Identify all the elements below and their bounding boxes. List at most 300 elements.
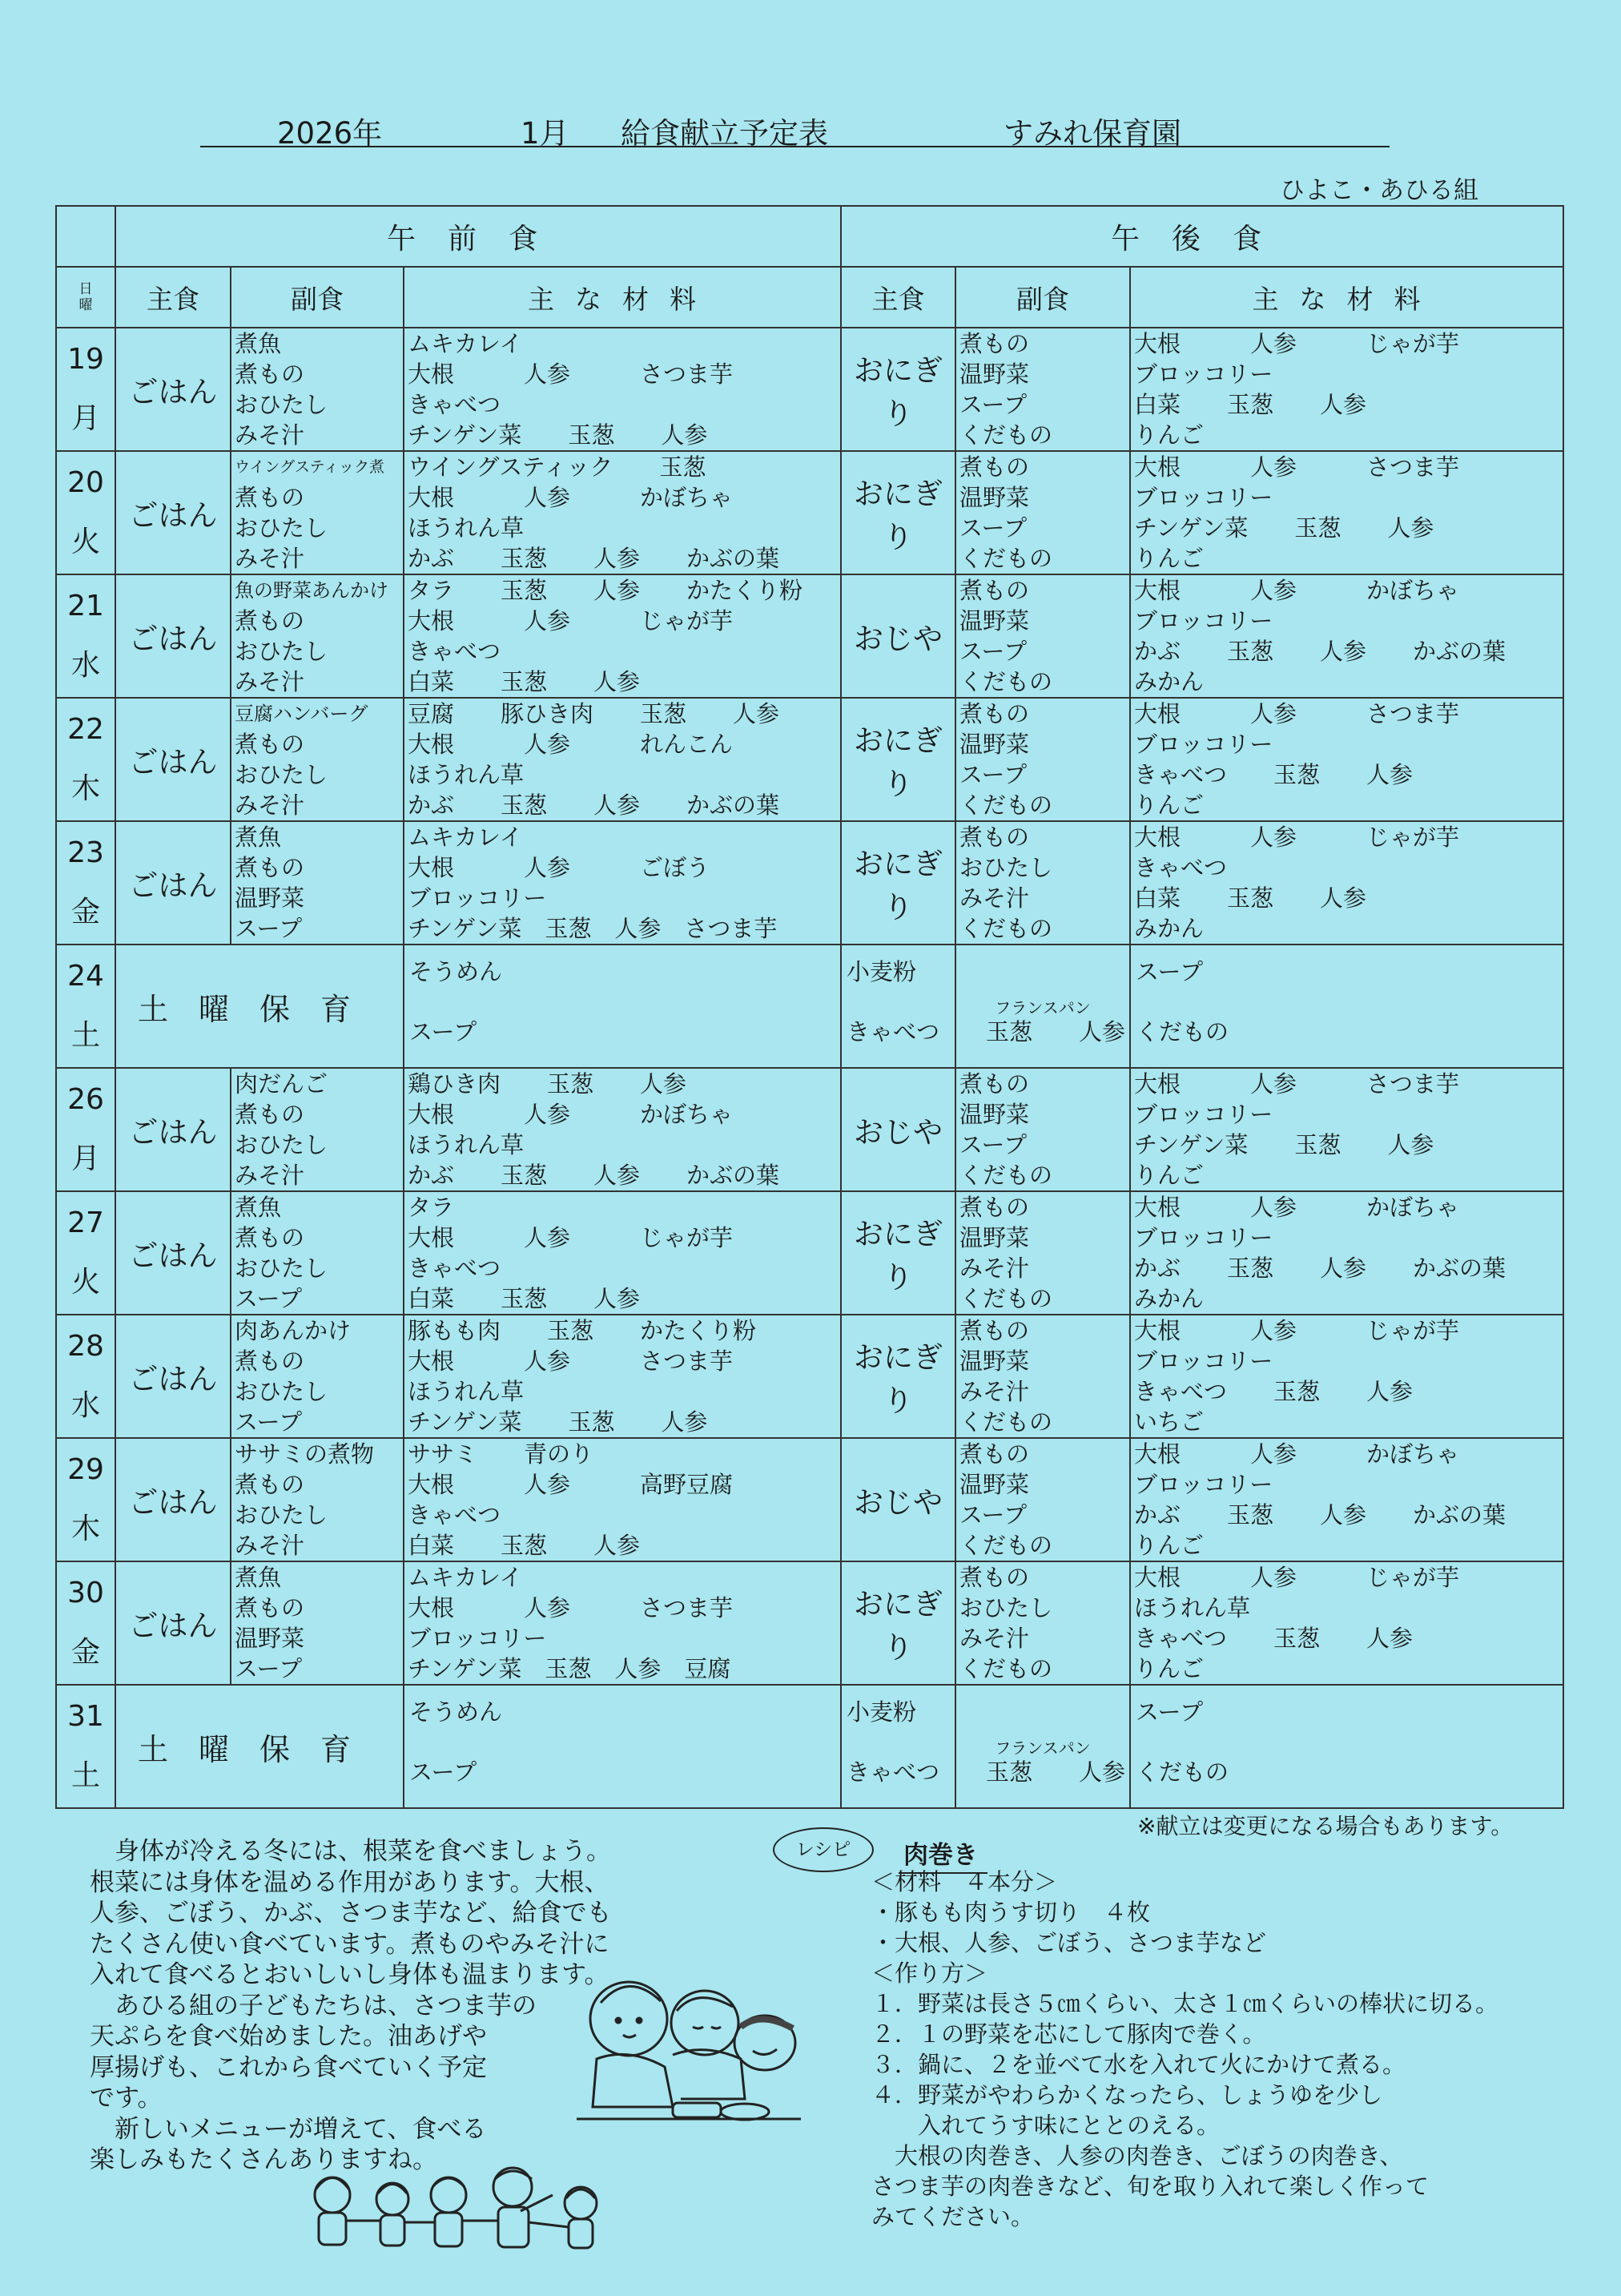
day-date: 30 (67, 1577, 104, 1609)
menu-row (56, 698, 1563, 821)
recipe-line: みてください。 (871, 2203, 1035, 2230)
am-side-line: みそ汁 (235, 1162, 305, 1189)
menu-row (56, 1068, 1563, 1191)
am-ingredients (404, 1315, 841, 1438)
pm-side-line: スープ (959, 391, 1028, 418)
am-ingredients-line: ムキカレイ (408, 824, 523, 851)
am-side-line: 煮魚 (235, 1194, 282, 1221)
am-ingredients-line: タラ (408, 1194, 455, 1221)
am-side-line: そうめん (409, 958, 503, 985)
pm-staple: おにぎり (841, 1315, 955, 1438)
pm-side-line: みそ汁 (959, 1255, 1030, 1282)
am-side-line: おひたし (235, 761, 328, 788)
pm-side-line: 煮もの (959, 1440, 1030, 1468)
pm-side-line: 煮もの (959, 1070, 1030, 1098)
pm-side-line: みそ汁 (959, 1625, 1030, 1652)
am-ingredients-line: ブロッコリー (408, 1625, 547, 1652)
am-side-line: スープ (409, 1018, 477, 1045)
am-ingredients-line: 大根 人参 かぼちゃ (408, 1101, 734, 1128)
am-side-line: 魚の野菜あんかけ (235, 579, 388, 602)
menu-row (56, 1315, 1563, 1438)
day-weekday: 金 (70, 896, 100, 928)
pm-side-line: くだもの (959, 421, 1053, 449)
day-date: 21 (67, 590, 104, 622)
pm-side-line: 温野菜 (959, 1224, 1030, 1251)
pm-ingredients-line: チンゲン菜 玉葱 人参 (1134, 1131, 1434, 1158)
spacer (847, 1727, 955, 1757)
am-side (231, 574, 404, 698)
pm-side (955, 1191, 1130, 1315)
pm-ingredients-header: 主な材料 (1130, 267, 1563, 328)
am-side-line: 煮もの (235, 731, 305, 758)
am-side-line: 温野菜 (235, 1625, 305, 1652)
essay-line: 根菜には身体を温める作用があります。大根、 (90, 1867, 609, 1897)
pm-side-line: 煮もの (959, 700, 1030, 727)
day-date: 27 (67, 1206, 104, 1239)
menu-table (55, 205, 1564, 1809)
am-ingredients-line: 大根 人参 高野豆腐 (408, 1471, 734, 1498)
am-staple-header: 主食 (115, 267, 231, 328)
am-staple: ごはん (115, 698, 231, 821)
pm-ingredients-line: りんご (1134, 545, 1205, 572)
am-side-line: 肉だんご (235, 1070, 328, 1098)
am-ingredients (404, 451, 841, 574)
am-side (231, 328, 404, 451)
pm-ingredients-line: みかん (1134, 668, 1205, 695)
essay-line: 天ぷらを食べ始めました。油あげや (90, 2022, 487, 2051)
pm-ingredients-line: ブロッコリー (1134, 1347, 1273, 1375)
am-side-line: 煮もの (235, 607, 305, 634)
am-side-line: おひたし (235, 638, 328, 665)
pm-side-line: くだもの (959, 915, 1053, 942)
pm-side (955, 451, 1130, 574)
pm-side-line: みそ汁 (959, 884, 1030, 912)
am-ingredients-line: きゃべつ (408, 391, 501, 418)
am-ingredients-line: 白菜 玉葱 人参 (408, 1532, 641, 1559)
am-side (231, 1191, 404, 1315)
pm-ingredients-line: 大根 人参 かぼちゃ (1134, 1440, 1460, 1468)
pm-side-line: くだもの (1136, 1758, 1229, 1786)
am-staple: ごはん (115, 574, 231, 698)
am-ingredients-line: ウイングスティック 玉葱 (408, 453, 706, 481)
pm-staple: おにぎり (841, 451, 955, 574)
am-side-line: そうめん (409, 1698, 503, 1726)
pm-side-line: くだもの (959, 1285, 1053, 1312)
day-cell (56, 1191, 115, 1315)
recipe-line: ＜材料 ４本分＞ (871, 1868, 1058, 1895)
pm-side-line: スープ (1136, 958, 1204, 985)
day-date: 23 (67, 836, 104, 869)
am-side (404, 945, 841, 1068)
am-side-line: おひたし (235, 1131, 328, 1158)
am-staple: ごはん (115, 328, 231, 451)
am-side (231, 1315, 404, 1438)
pm-ingredients (1130, 1191, 1563, 1315)
am-side-line: 煮もの (235, 484, 305, 511)
am-side-line: みそ汁 (235, 792, 305, 819)
am-ingredients (404, 698, 841, 821)
pm-staple: おにぎり (841, 1191, 955, 1315)
pm-ingredients-line: 大根 人参 じゃが芋 (1134, 824, 1460, 851)
recipe-line: 大根の肉巻き、人参の肉巻き、ごぼうの肉巻き、 (871, 2142, 1403, 2169)
am-ingredients-line: 豚もも肉 玉葱 かたくり粉 (408, 1317, 757, 1344)
pm-ingredients-line: ブロッコリー (1134, 1224, 1273, 1251)
pm-side-line: スープ (1136, 1698, 1204, 1726)
am-side-line: 煮もの (235, 361, 305, 388)
am-side-line: スープ (235, 1285, 303, 1312)
pm-side-line: くだもの (959, 1655, 1053, 1682)
day-cell (56, 821, 115, 945)
winter-children-illustration (304, 2163, 625, 2267)
essay-line: たくさん使い食べています。煮ものやみそ汁に (90, 1929, 609, 1959)
am-side-line: おひたし (235, 514, 328, 542)
am-ingredients-line: チンゲン菜 玉葱 人参 (408, 421, 708, 449)
am-side-header: 副食 (231, 267, 404, 328)
pm-side (955, 1561, 1130, 1685)
am-ingredients-line: 大根 人参 さつま芋 (408, 361, 734, 388)
pm-side-line: くだもの (1136, 1018, 1229, 1045)
pm-ingredients-line: ブロッコリー (1134, 731, 1273, 758)
am-ingredients-line: きゃべつ (408, 1501, 501, 1529)
page-title (200, 101, 1390, 151)
spacer (409, 987, 840, 1017)
menu-row (56, 1191, 1563, 1315)
pm-side (955, 328, 1130, 451)
pm-side-line: スープ (959, 638, 1028, 665)
am-ingredients-line: 大根 人参 れんこん (408, 731, 734, 758)
essay-line: 入れて食べるとおいしいし身体も温まります。 (90, 1960, 609, 1989)
pm-ingredients-line: 大根 人参 かぼちゃ (1134, 577, 1460, 604)
pm-side-line: 煮もの (959, 1564, 1030, 1591)
pm-ingredients (1130, 1561, 1563, 1685)
recipe-line: 入れてうす味にととのえる。 (871, 2112, 1221, 2139)
saturday-care-label: 土曜保育 (115, 1685, 404, 1808)
day-date: 29 (67, 1453, 104, 1486)
am-side (231, 1438, 404, 1561)
afternoon-header: 午後食 (841, 206, 1563, 267)
pm-ingredients (1130, 1438, 1563, 1561)
pm-ingredients-line: いちご (1134, 1408, 1205, 1436)
pm-ingredients (1130, 574, 1563, 698)
am-ingredients (404, 1191, 841, 1315)
pm-ingredients-line: みかん (1134, 915, 1205, 942)
day-cell (56, 945, 115, 1068)
am-side-line: 煮魚 (235, 330, 282, 357)
essay-line: 人参、ごぼう、かぶ、さつま芋など、給食でも (90, 1899, 612, 1927)
day-cell (56, 328, 115, 451)
pm-side (1130, 1685, 1563, 1808)
pm-ingredients-line: きゃべつ 玉葱 人参 (1134, 761, 1414, 788)
pm-ingredients-line: 白菜 玉葱 人参 (1134, 884, 1367, 912)
am-ingredients-line: きゃべつ (408, 638, 501, 665)
am-ingredients (404, 1438, 841, 1561)
pm-side-line: 煮もの (959, 1317, 1030, 1344)
am-side-line: 肉あんかけ (235, 1317, 352, 1344)
pm-ingredients-line: きゃべつ 玉葱 人参 (1134, 1378, 1414, 1405)
pm-ingredients-line: りんご (1134, 421, 1205, 449)
am-ingredients-line: 白菜 玉葱 人参 (408, 668, 641, 695)
menu-row (56, 574, 1563, 698)
am-ingredients-line: 大根 人参 さつま芋 (408, 1347, 734, 1375)
pm-staple: おじや (841, 574, 955, 698)
pm-ingredients-line: りんご (1134, 1655, 1205, 1682)
recipe-body (871, 1867, 1592, 2232)
pm-side (955, 574, 1130, 698)
essay-line: 厚揚げも、これから食べていく予定 (90, 2052, 487, 2082)
am-ingredients (404, 1068, 841, 1191)
spacer (409, 1727, 840, 1757)
pm-side-line: みそ汁 (959, 1378, 1030, 1405)
am-ingredients-line: 大根 人参 ごぼう (408, 854, 710, 881)
am-side-line: ウイングスティック煮 (235, 458, 384, 476)
am-ingredients-line: 大根 人参 じゃが芋 (408, 1224, 734, 1251)
day-cell (56, 1068, 115, 1191)
am-side-line: 煮もの (235, 1101, 305, 1128)
day-cell (56, 1685, 115, 1808)
menu-row (56, 1685, 1563, 1808)
pm-ingredients-line: きゃべつ 玉葱 人参 (1134, 1625, 1414, 1652)
am-ing-line: 小麦粉 (847, 1698, 917, 1726)
am-side-line: スープ (235, 915, 303, 942)
pm-side (955, 1438, 1130, 1561)
am-staple: ごはん (115, 1438, 231, 1561)
recipe-line: ・大根、人参、ごぼう、さつま芋など (871, 1929, 1267, 1956)
pm-ingredients-line: ブロッコリー (1134, 361, 1273, 388)
pm-ingredients-line: チンゲン菜 玉葱 人参 (1134, 514, 1434, 542)
day-weekday: 火 (70, 526, 100, 558)
am-side-line: 煮もの (235, 1224, 305, 1251)
pm-ingredients (1130, 1315, 1563, 1438)
am-staple: ごはん (115, 451, 231, 574)
day-cell (56, 451, 115, 574)
am-side (231, 1561, 404, 1685)
am-side-line: 豆腐ハンバーグ (235, 703, 368, 725)
am-side-line: みそ汁 (235, 1532, 305, 1559)
pm-ingredients-line: ブロッコリー (1134, 484, 1273, 511)
pm-side-line: 温野菜 (959, 1471, 1030, 1498)
pm-ingredients-line: きゃべつ (1134, 854, 1228, 881)
day-date: 26 (67, 1083, 104, 1116)
am-ingredients-line: ほうれん草 (408, 1131, 525, 1158)
pm-ingredients (1130, 698, 1563, 821)
am-ingredients-line: タラ 玉葱 人参 かたくり粉 (408, 577, 803, 604)
am-side-line: 煮魚 (235, 824, 282, 851)
day-date: 19 (67, 343, 104, 376)
am-side (231, 821, 404, 945)
recipe-line: ３．鍋に、２を並べて水を入れて火にかけて煮る。 (871, 2051, 1406, 2078)
am-side-line: みそ汁 (235, 421, 305, 449)
pm-ingredients (1130, 821, 1563, 945)
pm-ingredients-line: 大根 人参 さつま芋 (1134, 1070, 1460, 1098)
pm-ingredients-line: ブロッコリー (1134, 1471, 1273, 1498)
saturday-care-label: 土曜保育 (115, 945, 404, 1068)
am-ing-line: きゃべつ 玉葱 人参 (847, 1758, 1126, 1786)
pm-ingredients-line: かぶ 玉葱 人参 かぶの葉 (1134, 1255, 1506, 1282)
menu-row (56, 945, 1563, 1068)
am-side-line: 煮もの (235, 854, 305, 881)
am-ingredients-line: 鶏ひき肉 玉葱 人参 (408, 1070, 687, 1098)
am-side-line: おひたし (235, 391, 328, 418)
pm-ingredients-line: ほうれん草 (1134, 1594, 1251, 1621)
pm-side-line: 煮もの (959, 824, 1030, 851)
am-side-line: 温野菜 (235, 884, 305, 912)
am-side-line: 煮もの (235, 1347, 305, 1375)
pm-side-line: スープ (959, 1131, 1028, 1158)
pm-side-line: くだもの (959, 545, 1053, 572)
pm-side-line: 温野菜 (959, 731, 1030, 758)
pm-staple-header: 主食 (841, 267, 955, 328)
pm-ingredients-line: 大根 人参 さつま芋 (1134, 453, 1460, 481)
pm-ingredients (1130, 451, 1563, 574)
children-eating-illustration (561, 1955, 817, 2131)
pm-side-line: 煮もの (959, 1194, 1030, 1221)
title-year: 2026年 (277, 116, 383, 151)
am-side-line: スープ (235, 1655, 303, 1682)
pm-ingredients-line: かぶ 玉葱 人参 かぶの葉 (1134, 1501, 1506, 1529)
am-ingredients-line: 大根 人参 かぼちゃ (408, 484, 734, 511)
day-date: 20 (67, 466, 104, 499)
day-weekday: 水 (70, 1389, 100, 1422)
pm-staple: おじや (841, 1068, 955, 1191)
pm-staple: おにぎり (841, 328, 955, 451)
pm-side-line: スープ (959, 1501, 1028, 1529)
day-weekday: 月 (70, 1142, 100, 1175)
essay-line: です。 (90, 2084, 163, 2113)
pm-ingredients-line: かぶ 玉葱 人参 かぶの葉 (1134, 638, 1506, 665)
group-name: ひよこ・あひる組 (1280, 176, 1478, 205)
spacer (1136, 1727, 1563, 1757)
pm-staple: おにぎり (841, 698, 955, 821)
am-ingredients (404, 574, 841, 698)
am-side (231, 698, 404, 821)
am-ingredients-line: ブロッコリー (408, 884, 547, 912)
pm-ingredients-line: りんご (1134, 1532, 1205, 1559)
pm-side-line: 温野菜 (959, 607, 1030, 634)
am-side-line: おひたし (235, 1378, 328, 1405)
pm-ingredients-line: ブロッコリー (1134, 607, 1273, 634)
am-ingredients-line: 白菜 玉葱 人参 (408, 1285, 641, 1312)
am-ingredients-line: 大根 人参 さつま芋 (408, 1594, 734, 1621)
am-staple: ごはん (115, 821, 231, 945)
am-side-line: ササミの煮物 (235, 1440, 375, 1468)
pm-side-line: くだもの (959, 792, 1053, 819)
section-header-row (56, 206, 1563, 267)
pm-side (955, 698, 1130, 821)
day-weekday: 木 (70, 772, 100, 805)
am-ingredients-line: かぶ 玉葱 人参 かぶの葉 (408, 792, 780, 819)
pm-ingredients-line: 大根 人参 じゃが芋 (1134, 330, 1460, 357)
pm-side-line: 温野菜 (959, 1101, 1030, 1128)
spacer (847, 987, 955, 1017)
pm-side (955, 1315, 1130, 1438)
am-ingredients-line: チンゲン菜 玉葱 人参 豆腐 (408, 1655, 731, 1682)
recipe-title: 肉巻き (899, 1835, 987, 1874)
am-side (231, 1068, 404, 1191)
pm-staple: フランスパン (955, 1685, 1130, 1808)
pm-side (955, 821, 1130, 945)
pm-side-line: くだもの (959, 1162, 1053, 1189)
am-ingredients-line: ササミ 青のり (408, 1440, 594, 1468)
column-header-row (56, 267, 1563, 328)
am-ingredients-line: ムキカレイ (408, 1564, 523, 1591)
menu-row (56, 451, 1563, 574)
pm-side-line: 煮もの (959, 330, 1030, 357)
pm-side-line: くだもの (959, 1532, 1053, 1559)
am-side (231, 451, 404, 574)
am-staple: ごはん (115, 1191, 231, 1315)
recipe-line: ・豚もも肉うす切り ４枚 (871, 1899, 1151, 1926)
recipe-line: ＜作り方＞ (871, 1960, 988, 1987)
am-side-line: 煮もの (235, 1471, 305, 1498)
pm-ingredients (1130, 328, 1563, 451)
pm-side-line: スープ (959, 514, 1028, 542)
change-note: ※献立は変更になる場合もあります。 (1137, 1813, 1514, 1839)
am-ingredients-line: 大根 人参 じゃが芋 (408, 607, 734, 634)
pm-side-line: 温野菜 (959, 361, 1030, 388)
pm-side-line: おひたし (959, 1594, 1053, 1621)
pm-side-line: 煮もの (959, 453, 1030, 481)
menu-row (56, 1438, 1563, 1561)
recipe-line: ４．野菜がやわらかくなったら、しょうゆを少し (871, 2081, 1383, 2109)
pm-side-line: スープ (959, 761, 1028, 788)
essay-line: 身体が冷える冬には、根菜を食べましょう。 (90, 1837, 611, 1866)
pm-ingredients-line: りんご (1134, 1162, 1205, 1189)
pm-side-line: 温野菜 (959, 1347, 1030, 1375)
pm-ingredients-line: 大根 人参 じゃが芋 (1134, 1564, 1460, 1591)
am-ingredients-line: かぶ 玉葱 人参 かぶの葉 (408, 1162, 780, 1189)
am-ingredients-line: かぶ 玉葱 人参 かぶの葉 (408, 545, 780, 572)
day-weekday: 水 (70, 649, 100, 682)
day-cell (56, 1438, 115, 1561)
am-side-line: みそ汁 (235, 668, 305, 695)
day-date: 22 (67, 713, 104, 746)
am-staple: ごはん (115, 1561, 231, 1685)
menu-row (56, 821, 1563, 945)
am-ingredients-line: ほうれん草 (408, 761, 525, 788)
day-date: 31 (67, 1700, 104, 1733)
day-cell (56, 1561, 115, 1685)
morning-header: 午前食 (115, 206, 841, 267)
title-text: 給食献立予定表 (621, 116, 828, 151)
am-side-line: スープ (409, 1758, 477, 1786)
pm-side-header: 副食 (955, 267, 1130, 328)
pm-side (1130, 945, 1563, 1068)
am-staple: ごはん (115, 1315, 231, 1438)
pm-ingredients-line: りんご (1134, 792, 1205, 819)
am-side-line: おひたし (235, 1255, 328, 1282)
am-side (404, 1685, 841, 1808)
day-date: 28 (67, 1330, 104, 1363)
essay-line: あひる組の子どもたちは、さつま芋の (90, 1991, 537, 2020)
am-ing-line: 小麦粉 (847, 958, 917, 985)
pm-staple: おじや (841, 1438, 955, 1561)
title-month: 1月 (521, 116, 569, 151)
menu-row (56, 328, 1563, 451)
am-ingredients-line: きゃべつ (408, 1255, 501, 1282)
am-ingredients-line: ほうれん草 (408, 514, 525, 542)
am-ingredients (404, 1561, 841, 1685)
pm-staple: おにぎり (841, 821, 955, 945)
pm-side-line: 煮もの (959, 577, 1030, 604)
pm-side (955, 1068, 1130, 1191)
day-weekday: 火 (70, 1266, 100, 1299)
spacer (1136, 987, 1563, 1017)
day-col-header: 日曜 (56, 267, 115, 328)
recipe-line: ２．１の野菜を芯にして豚肉で巻く。 (871, 2020, 1266, 2048)
pm-ingredients (1130, 1068, 1563, 1191)
day-cell (56, 1315, 115, 1438)
menu-row (56, 1561, 1563, 1685)
